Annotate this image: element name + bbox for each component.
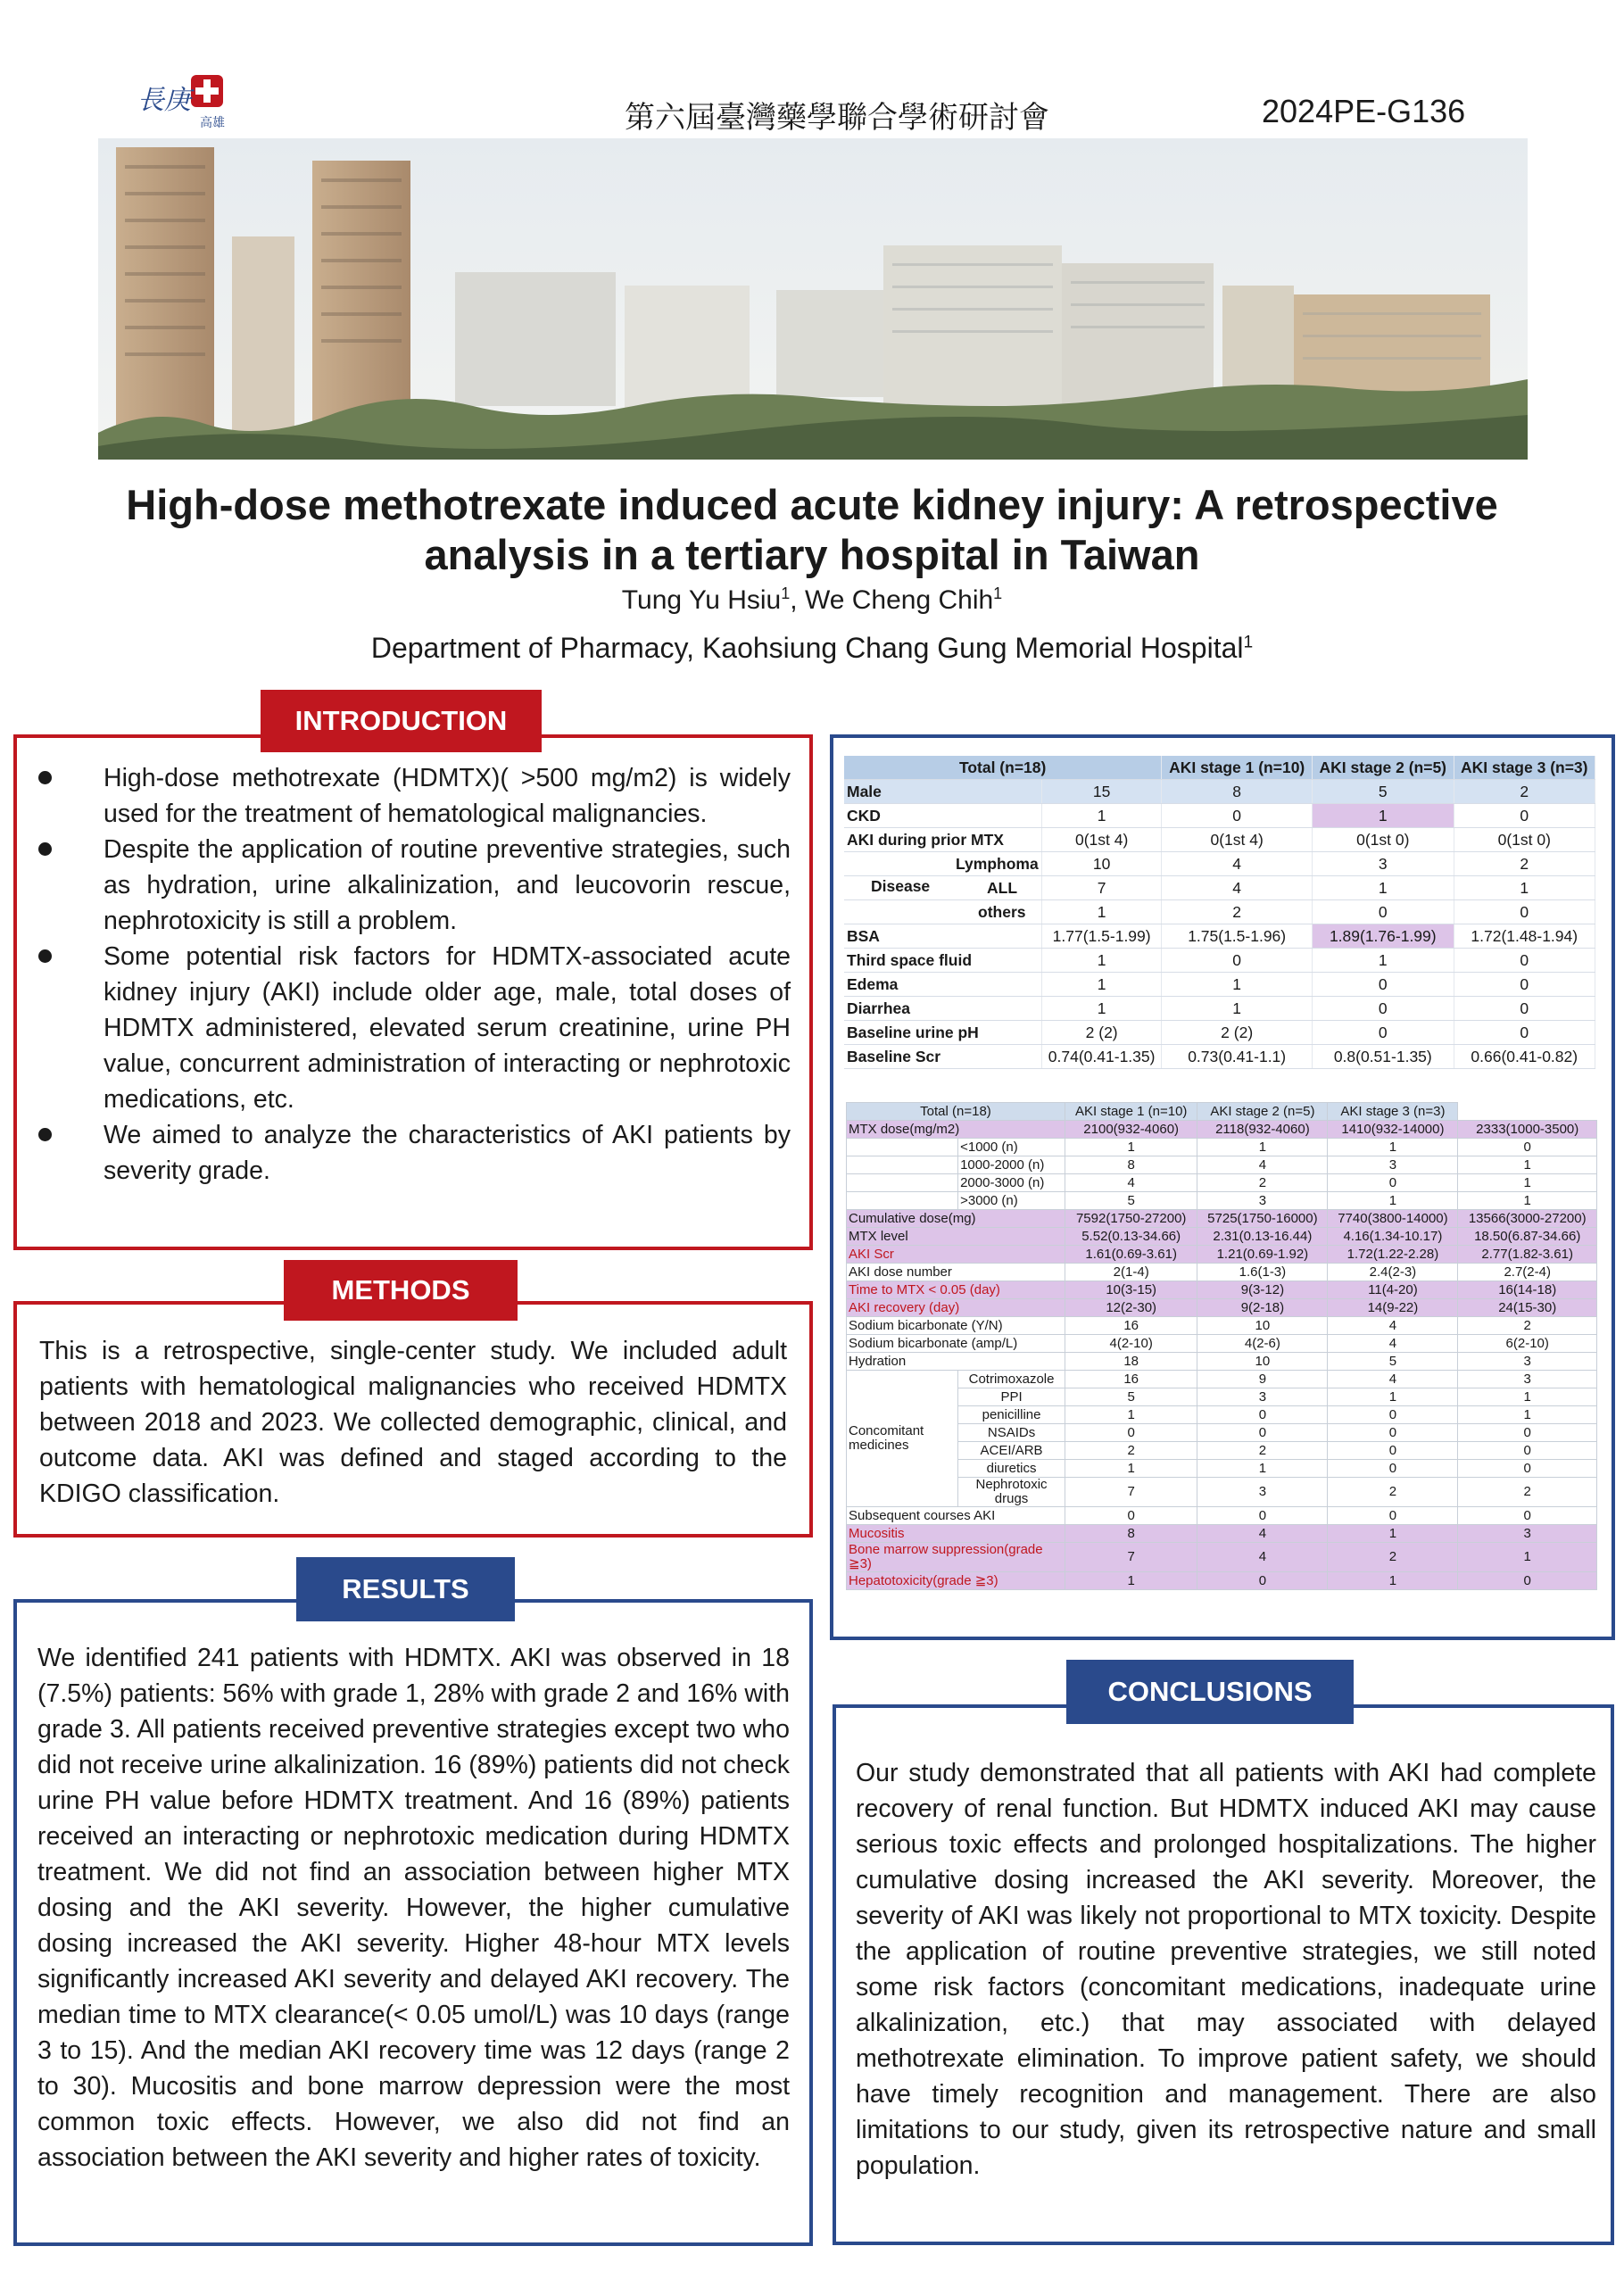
- cell: 10: [1197, 1353, 1328, 1371]
- sub-label: diuretics: [958, 1460, 1065, 1478]
- table-baseline-characteristics: [844, 756, 1595, 1069]
- cell: 2.31(0.13-16.44): [1197, 1228, 1328, 1246]
- cell: 24(15-30): [1458, 1299, 1597, 1317]
- table-row: [847, 1121, 1597, 1139]
- conference-name: 第六屆臺灣藥學聯合學術研討會: [625, 100, 1049, 136]
- author-1: Tung Yu Hsiu: [621, 585, 782, 615]
- cell: 0: [1065, 1424, 1197, 1442]
- cell: 0: [1454, 973, 1595, 997]
- row-label: Edema: [844, 973, 1042, 997]
- hospital-logo: [132, 71, 248, 134]
- table-row: [847, 1353, 1597, 1371]
- table-header-cell: Total (n=18): [844, 756, 1162, 780]
- cell: 3: [1197, 1388, 1328, 1406]
- cell: 10: [1042, 852, 1162, 876]
- sub-label: ALL: [844, 876, 1042, 900]
- cell: 0: [1197, 1507, 1328, 1525]
- title-line-1: High-dose methotrexate induced acute kidney injury: A retrospective: [126, 481, 1498, 528]
- sub-label: ACEI/ARB: [958, 1442, 1065, 1460]
- cell: 0(1st 4): [1042, 828, 1162, 852]
- cell: 13566(3000-27200): [1458, 1210, 1597, 1228]
- cell: 0: [1454, 900, 1595, 924]
- cell: 0: [1162, 804, 1313, 828]
- cell: 1: [1042, 973, 1162, 997]
- affiliation: [0, 632, 1624, 665]
- cell: 3: [1313, 852, 1454, 876]
- cell: 8: [1065, 1156, 1197, 1174]
- cell: 1.72(1.48-1.94): [1454, 924, 1595, 949]
- cell: 0: [1328, 1424, 1458, 1442]
- row-label: Mucositis: [847, 1525, 1065, 1543]
- cell: 0: [1458, 1139, 1597, 1156]
- cell: 0: [1065, 1507, 1197, 1525]
- cell: 1: [1458, 1543, 1597, 1572]
- table-row: [847, 1264, 1597, 1281]
- row-label: Cumulative dose(mg): [847, 1210, 1065, 1228]
- intro-bullet-4: We aimed to analyze the characteristics of AKI patients by severity grade.: [14, 1117, 791, 1189]
- results-heading: RESULTS: [296, 1557, 515, 1621]
- table-header-cell: Total (n=18): [847, 1103, 1065, 1121]
- table-header-cell: AKI stage 3 (n=3): [1328, 1103, 1458, 1121]
- row-label: Diarrhea: [844, 997, 1042, 1021]
- methods-heading: METHODS: [284, 1260, 518, 1321]
- row-label: CKD: [844, 804, 1042, 828]
- cell: 2 (2): [1162, 1021, 1313, 1045]
- cell: 4: [1065, 1174, 1197, 1192]
- cell: 7: [1042, 876, 1162, 900]
- table-row: [847, 1478, 1597, 1507]
- cell: 9: [1197, 1371, 1328, 1388]
- cell: 1: [1162, 973, 1313, 997]
- cell: 14(9-22): [1328, 1299, 1458, 1317]
- sub-label: others: [844, 900, 1042, 924]
- sub-label: NSAIDs: [958, 1424, 1065, 1442]
- author-2-affil: 1: [993, 584, 1003, 602]
- table-row: [844, 924, 1595, 949]
- cell: 2: [1458, 1317, 1597, 1335]
- cell: 1: [1197, 1139, 1328, 1156]
- cell: 2(1-4): [1065, 1264, 1197, 1281]
- cell: 0: [1328, 1460, 1458, 1478]
- cell: 1: [1042, 804, 1162, 828]
- cell: 1: [1042, 900, 1162, 924]
- cell: 0: [1328, 1174, 1458, 1192]
- cell: 10(3-15): [1065, 1281, 1197, 1299]
- row-label: Third space fluid: [844, 949, 1042, 973]
- cell: 0.66(0.41-0.82): [1454, 1045, 1595, 1069]
- cell: 16: [1065, 1317, 1197, 1335]
- affiliation-sup: 1: [1243, 633, 1254, 652]
- svg-text:長庚: 長庚: [137, 85, 191, 116]
- table-row: [847, 1228, 1597, 1246]
- row-label: AKI recovery (day): [847, 1299, 1065, 1317]
- cell: 1.72(1.22-2.28): [1328, 1246, 1458, 1264]
- table-row: [847, 1406, 1597, 1424]
- table-row: [847, 1442, 1597, 1460]
- cell: 8: [1065, 1525, 1197, 1543]
- empty-cell: [847, 1139, 958, 1156]
- cell: 2.4(2-3): [1328, 1264, 1458, 1281]
- cell: 2333(1000-3500): [1458, 1121, 1597, 1139]
- cell: 0: [1454, 1021, 1595, 1045]
- cell: 1: [1454, 876, 1595, 900]
- cell: 3: [1328, 1156, 1458, 1174]
- cell: 1: [1458, 1388, 1597, 1406]
- row-label: Male: [844, 780, 1042, 804]
- row-label: Subsequent courses AKI: [847, 1507, 1065, 1525]
- row-label: Bone marrow suppression(grade ≧3): [847, 1543, 1065, 1572]
- cell: 1: [1065, 1406, 1197, 1424]
- cell: 5: [1065, 1192, 1197, 1210]
- sub-label: Nephrotoxic drugs: [958, 1478, 1065, 1507]
- cell: 1410(932-14000): [1328, 1121, 1458, 1139]
- table-row: [844, 876, 1595, 900]
- row-label: Baseline Scr: [844, 1045, 1042, 1069]
- table-row: [847, 1460, 1597, 1478]
- cell: 2: [1065, 1442, 1197, 1460]
- cell: 0(1st 0): [1454, 828, 1595, 852]
- cell: 1: [1197, 1460, 1328, 1478]
- table-row: [847, 1317, 1597, 1335]
- cell: 18.50(6.87-34.66): [1458, 1228, 1597, 1246]
- cell: 18: [1065, 1353, 1197, 1371]
- table-row: [847, 1174, 1597, 1192]
- cell: 1: [1328, 1192, 1458, 1210]
- cell: 3: [1197, 1478, 1328, 1507]
- table-row: [844, 997, 1595, 1021]
- cell: 0: [1458, 1424, 1597, 1442]
- cell: 0: [1328, 1507, 1458, 1525]
- cell: 0: [1458, 1507, 1597, 1525]
- table-row: [844, 900, 1595, 924]
- cell: 5.52(0.13-34.66): [1065, 1228, 1197, 1246]
- table-header-cell: AKI stage 1 (n=10): [1162, 756, 1313, 780]
- cell: 1: [1328, 1572, 1458, 1590]
- cell: 11(4-20): [1328, 1281, 1458, 1299]
- poster-title: [71, 480, 1553, 580]
- hospital-banner-image: [98, 138, 1528, 460]
- row-label: Sodium bicarbonate (amp/L): [847, 1335, 1065, 1353]
- table-row: [847, 1424, 1597, 1442]
- table-row: [847, 1192, 1597, 1210]
- group-label: Disease: [871, 877, 931, 895]
- row-label: Time to MTX < 0.05 (day): [847, 1281, 1065, 1299]
- table-row: [844, 949, 1595, 973]
- cell: 0.73(0.41-1.1): [1162, 1045, 1313, 1069]
- cell: 4(2-10): [1065, 1335, 1197, 1353]
- cell: 1: [1065, 1460, 1197, 1478]
- sub-label: PPI: [958, 1388, 1065, 1406]
- table-header-cell: AKI stage 1 (n=10): [1065, 1103, 1197, 1121]
- cell: 4: [1197, 1525, 1328, 1543]
- cell: 9(2-18): [1197, 1299, 1328, 1317]
- sub-label: <1000 (n): [958, 1139, 1065, 1156]
- cell: 1: [1458, 1156, 1597, 1174]
- table-row: [847, 1156, 1597, 1174]
- table-row: [847, 1572, 1597, 1590]
- cell: 0: [1313, 900, 1454, 924]
- conclusions-heading: CONCLUSIONS: [1066, 1660, 1354, 1724]
- cell: 4: [1328, 1371, 1458, 1388]
- conclusions-body: Our study demonstrated that all patients with AKI had complete recovery of renal function. But HDMTX induced AKI may cause serious toxic effects and prolonged hospitalizations. The higher cumulative dosing increased the AKI severity. Moreover, the severity of AKI was likely not proportional to MTX toxicity. Despite the application of routine preventive strategies, we still noted some risk factors (concomitant medications, inadequate urine alkalinization, etc.) that may associated with delayed methotrexate elimination. To improve patient safety, we should have timely recognition and management. There are also limitations to our study, given its retrospective nature and small population.: [856, 1759, 1596, 2180]
- cell: 16: [1065, 1371, 1197, 1388]
- cell: 7: [1065, 1543, 1197, 1572]
- cell: 0: [1162, 949, 1313, 973]
- table-row: [847, 1371, 1597, 1388]
- table-header-cell: AKI stage 2 (n=5): [1197, 1103, 1328, 1121]
- table-row: [847, 1335, 1597, 1353]
- cell: 1: [1313, 949, 1454, 973]
- cell: 2: [1328, 1543, 1458, 1572]
- title-line-2: analysis in a tertiary hospital in Taiwan: [424, 531, 1200, 578]
- cell: 1: [1458, 1192, 1597, 1210]
- table-row: [847, 1281, 1597, 1299]
- cell: 5: [1313, 780, 1454, 804]
- cell: 4: [1328, 1335, 1458, 1353]
- cell: 1.61(0.69-3.61): [1065, 1246, 1197, 1264]
- table-row: [847, 1388, 1597, 1406]
- row-label: Baseline urine pH: [844, 1021, 1042, 1045]
- cell: 0: [1458, 1460, 1597, 1478]
- cell: 1: [1328, 1388, 1458, 1406]
- cell-highlighted: 1: [1313, 804, 1454, 828]
- cell: 1.75(1.5-1.96): [1162, 924, 1313, 949]
- intro-bullet-1: High-dose methotrexate (HDMTX)( >500 mg/m2) is widely used for the treatment of hematological malignancies.: [14, 760, 791, 832]
- cell: 7: [1065, 1478, 1197, 1507]
- group-label: Concomitant medicines: [847, 1371, 958, 1507]
- sub-label: 1000-2000 (n): [958, 1156, 1065, 1174]
- cell: 1: [1162, 997, 1313, 1021]
- empty-cell: [847, 1156, 958, 1174]
- cell: 4: [1197, 1543, 1328, 1572]
- cell: 2100(932-4060): [1065, 1121, 1197, 1139]
- cell: 1: [1065, 1572, 1197, 1590]
- cell: 4: [1197, 1156, 1328, 1174]
- empty-cell: [847, 1192, 958, 1210]
- row-label: Sodium bicarbonate (Y/N): [847, 1317, 1065, 1335]
- empty-cell: [847, 1174, 958, 1192]
- cell: 2118(932-4060): [1197, 1121, 1328, 1139]
- introduction-heading: INTRODUCTION: [261, 690, 542, 752]
- table-row: [844, 828, 1595, 852]
- cell: 9(3-12): [1197, 1281, 1328, 1299]
- cell: 2: [1454, 852, 1595, 876]
- cell: 4: [1162, 876, 1313, 900]
- cell: 0: [1458, 1442, 1597, 1460]
- cell: 0: [1454, 949, 1595, 973]
- table-row: [847, 1210, 1597, 1228]
- cell: 0(1st 0): [1313, 828, 1454, 852]
- row-label: AKI Scr: [847, 1246, 1065, 1264]
- sub-label: >3000 (n): [958, 1192, 1065, 1210]
- cell-highlighted: 1.89(1.76-1.99): [1313, 924, 1454, 949]
- cell: 0: [1197, 1424, 1328, 1442]
- table-header-cell: AKI stage 2 (n=5): [1313, 756, 1454, 780]
- cell: 0(1st 4): [1162, 828, 1313, 852]
- cell: 1: [1042, 997, 1162, 1021]
- table-row: [847, 1299, 1597, 1317]
- cell: 0: [1197, 1406, 1328, 1424]
- cell: 2: [1162, 900, 1313, 924]
- table-row: [844, 1021, 1595, 1045]
- cell: 2.77(1.82-3.61): [1458, 1246, 1597, 1264]
- cell: 0: [1313, 973, 1454, 997]
- cell: 0: [1458, 1572, 1597, 1590]
- poster-code: 2024PE-G136: [1262, 93, 1466, 129]
- cell: 2: [1328, 1478, 1458, 1507]
- cell: 0: [1313, 1021, 1454, 1045]
- cell: 4(2-6): [1197, 1335, 1328, 1353]
- cell: 0: [1328, 1442, 1458, 1460]
- cell: 2 (2): [1042, 1021, 1162, 1045]
- cell: 1.6(1-3): [1197, 1264, 1328, 1281]
- cell: 1: [1065, 1139, 1197, 1156]
- cell: 7592(1750-27200): [1065, 1210, 1197, 1228]
- cell: 3: [1458, 1371, 1597, 1388]
- sub-label: Lymphoma: [956, 855, 1039, 873]
- cell: 6(2-10): [1458, 1335, 1597, 1353]
- row-label: MTX dose(mg/m2): [847, 1121, 1065, 1139]
- cell: 2: [1458, 1478, 1597, 1507]
- table-header-row: [847, 1103, 1597, 1121]
- author-separator: ,: [790, 585, 805, 615]
- cell: 0: [1328, 1406, 1458, 1424]
- cell: 4: [1328, 1317, 1458, 1335]
- table-header-row: [844, 756, 1595, 780]
- sub-label: penicilline: [958, 1406, 1065, 1424]
- cell: 2: [1197, 1174, 1328, 1192]
- cell: 1: [1313, 876, 1454, 900]
- table-row: [844, 804, 1595, 828]
- row-label: MTX level: [847, 1228, 1065, 1246]
- cell: 1: [1042, 949, 1162, 973]
- authors: [0, 584, 1624, 616]
- cell: 2: [1197, 1442, 1328, 1460]
- table-row: [847, 1507, 1597, 1525]
- sub-label: Cotrimoxazole: [958, 1371, 1065, 1388]
- cell: 0: [1313, 997, 1454, 1021]
- row-label: AKI dose number: [847, 1264, 1065, 1281]
- intro-bullet-2: Despite the application of routine preventive strategies, such as hydration, urine alkalinization, and leucovorin rescue, nephrotoxicity is still a problem.: [14, 832, 791, 939]
- intro-bullet-3: Some potential risk factors for HDMTX-associated acute kidney injury (AKI) include older age, male, total doses of HDMTX administered, elevated serum creatinine, urine PH value, concurrent administration of interacting or nephrotoxic medications, etc.: [14, 939, 791, 1117]
- cell: 0.8(0.51-1.35): [1313, 1045, 1454, 1069]
- cell: 1: [1328, 1525, 1458, 1543]
- cell: 0: [1454, 804, 1595, 828]
- cell: 0.74(0.41-1.35): [1042, 1045, 1162, 1069]
- methods-body: This is a retrospective, single-center study. We included adult patients with hematological malignancies who received HDMTX between 2018 and 2023. We collected demographic, clinical, and outcome data. AKI was defined and staged according to the KDIGO classification.: [39, 1337, 787, 1508]
- table-treatment-outcomes: [846, 1102, 1597, 1590]
- author-1-affil: 1: [781, 584, 791, 602]
- cell: 8: [1162, 780, 1313, 804]
- cell: 5: [1328, 1353, 1458, 1371]
- sub-label: 2000-3000 (n): [958, 1174, 1065, 1192]
- cell: 5725(1750-16000): [1197, 1210, 1328, 1228]
- author-2: We Cheng Chih: [804, 585, 994, 615]
- table-header-cell: AKI stage 3 (n=3): [1454, 756, 1595, 780]
- cell: 4: [1162, 852, 1313, 876]
- cell: 3: [1458, 1525, 1597, 1543]
- cell: 1: [1458, 1406, 1597, 1424]
- cell: 0: [1197, 1572, 1328, 1590]
- cell: 7740(3800-14000): [1328, 1210, 1458, 1228]
- table-row: [844, 973, 1595, 997]
- cell: 2.7(2-4): [1458, 1264, 1597, 1281]
- row-label: AKI during prior MTX: [844, 828, 1042, 852]
- table-row: [847, 1525, 1597, 1543]
- row-label: BSA: [844, 924, 1042, 949]
- cell: 10: [1197, 1317, 1328, 1335]
- table-row: [844, 780, 1595, 804]
- table-row: [847, 1543, 1597, 1572]
- cell: 12(2-30): [1065, 1299, 1197, 1317]
- table-row: [847, 1139, 1597, 1156]
- cell: 1: [1328, 1139, 1458, 1156]
- cell: 16(14-18): [1458, 1281, 1597, 1299]
- svg-text:高雄: 高雄: [200, 116, 225, 130]
- row-label: Hepatotoxicity(grade ≧3): [847, 1572, 1065, 1590]
- cell: 3: [1197, 1192, 1328, 1210]
- cell: 2: [1454, 780, 1595, 804]
- cell: 4.16(1.34-10.17): [1328, 1228, 1458, 1246]
- row-label: Hydration: [847, 1353, 1065, 1371]
- cell: 5: [1065, 1388, 1197, 1406]
- table-row: [847, 1246, 1597, 1264]
- cell: 3: [1458, 1353, 1597, 1371]
- cell: 1.21(0.69-1.92): [1197, 1246, 1328, 1264]
- cell: 1.77(1.5-1.99): [1042, 924, 1162, 949]
- table-row: [844, 1045, 1595, 1069]
- cell: 15: [1042, 780, 1162, 804]
- cell: 0: [1454, 997, 1595, 1021]
- table-row: [844, 852, 1595, 876]
- introduction-body: [14, 760, 791, 1189]
- affiliation-text: Department of Pharmacy, Kaohsiung Chang Gung Memorial Hospital: [370, 632, 1244, 664]
- results-body: We identified 241 patients with HDMTX. AKI was observed in 18 (7.5%) patients: 56% with grade 1, 28% with grade 2 and 16% with grade 3. All patients received preventive strategies except two who did not receive urine alkalinization. 16 (89%) patients did not check urine PH value before HDMTX treatment. And 16 (89%) patients received an interacting or nephrotoxic medication during HDMTX treatment. We did not find an association between higher MTX dosing and the AKI severity. However, the higher cumulative dosing increased the AKI severity. Higher 48-hour MTX levels significantly increased AKI severity and delayed AKI recovery. The median time to MTX clearance(< 0.05 umol/L) was 10 days (range 3 to 15). And the median AKI recovery time was 12 days (range 2 to 30). Mucositis and bone marrow depression were the most common toxic effects. However, we also did not find an association between the AKI severity and higher rates of toxicity.: [37, 1644, 790, 2172]
- cell: 1: [1458, 1174, 1597, 1192]
